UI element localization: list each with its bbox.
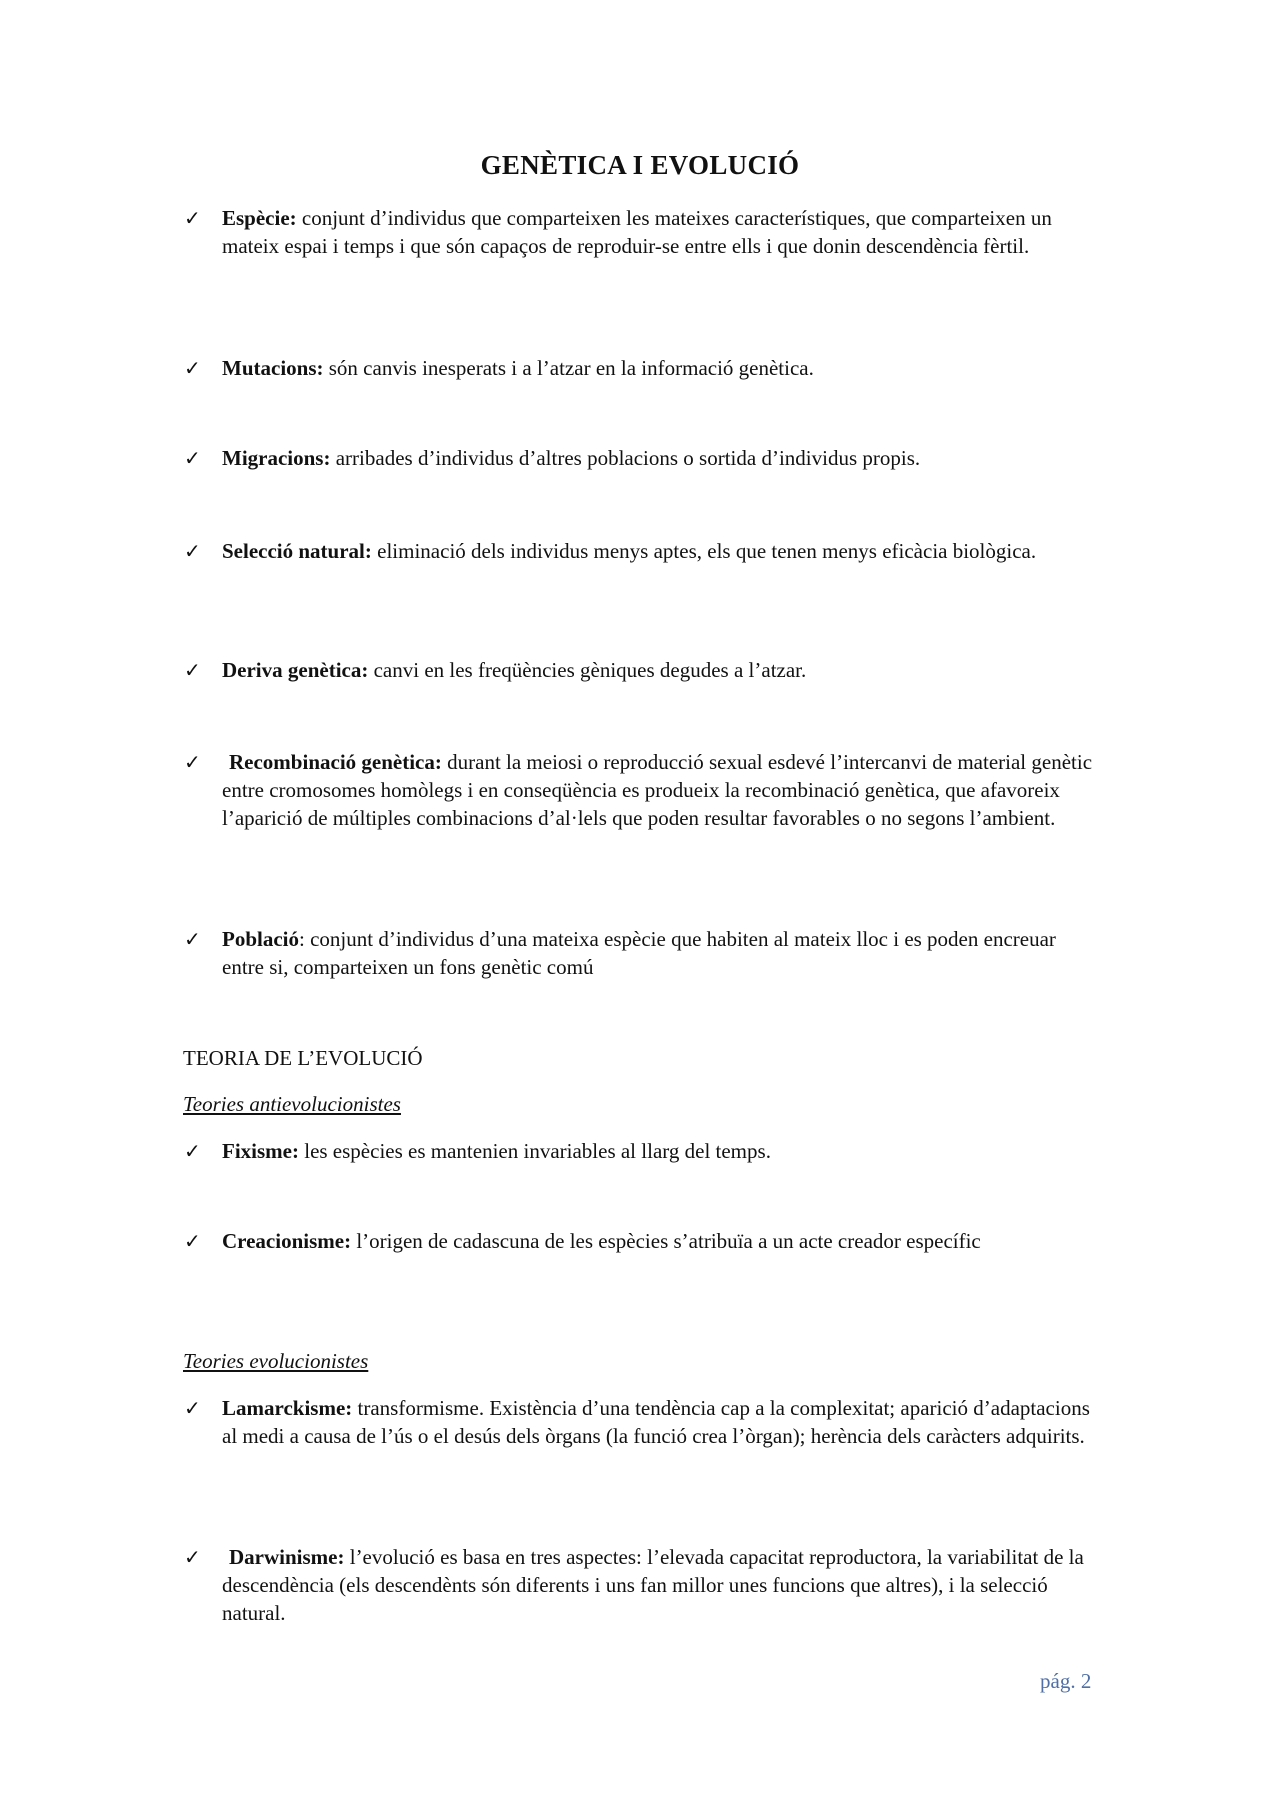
definition-poblacio xyxy=(184,925,1102,981)
term: Lamarckisme: xyxy=(222,1396,353,1420)
definition-migracions xyxy=(184,444,1102,472)
term: Selecció natural: xyxy=(222,539,372,563)
checkmark-icon: ✓ xyxy=(184,1545,201,1569)
definition-text: conjunt d’individus que comparteixen les mateixes característiques, que comparteixen un mateix espai i temps i que són capaços de reproduir-se entre ells i que donin descendència fèrtil. xyxy=(222,206,1052,258)
definition-text: durant la meiosi o reproducció sexual esdevé l’intercanvi de material genètic entre cromosomes homòlegs i en conseqüència es produeix la recombinació genètica, que afavoreix l’aparició de múltiples combinacions d’al·lels que poden resultar favorables o no segons l’ambient. xyxy=(222,750,1093,830)
checkmark-icon: ✓ xyxy=(184,750,201,774)
definition-text: les espècies es mantenien invariables al llarg del temps. xyxy=(298,1139,771,1163)
definition-fixisme xyxy=(184,1137,1102,1165)
term: Mutacions: xyxy=(222,356,324,380)
definition-seleccio-natural xyxy=(184,537,1102,565)
term: Població xyxy=(222,927,299,951)
term: Fixisme: xyxy=(222,1139,299,1163)
term: Espècie: xyxy=(222,206,297,230)
checkmark-icon: ✓ xyxy=(184,446,201,470)
definition-creacionisme xyxy=(184,1227,1102,1255)
page-title: GENÈTICA I EVOLUCIÓ xyxy=(480,150,800,180)
term: Recombinació genètica: xyxy=(229,750,442,774)
definition-text: eliminació dels individus menys aptes, els que tenen menys eficàcia biològica. xyxy=(371,539,1037,563)
term: Darwinisme: xyxy=(229,1545,345,1569)
checkmark-icon: ✓ xyxy=(184,927,201,951)
subheading-evolucionistes: Teories evolucionistes xyxy=(183,1349,369,1373)
definition-mutacions xyxy=(184,354,1102,382)
subheading-antievolucionistes: Teories antievolucionistes xyxy=(183,1092,401,1116)
definition-text: l’evolució es basa en tres aspectes: l’elevada capacitat reproductora, la variabilitat de la descendència (els descendènts són diferents i uns fan millor unes funcions que altres), i la selecció natural. xyxy=(222,1545,1084,1625)
definition-text: l’origen de cadascuna de les espècies s’atribuïa a un acte creador específic xyxy=(351,1229,981,1253)
checkmark-icon: ✓ xyxy=(184,658,201,682)
term: Migracions: xyxy=(222,446,331,470)
definition-darwinisme xyxy=(184,1543,1102,1627)
definition-text: transformisme. Existència d’una tendència cap a la complexitat; aparició d’adaptacions al medi a causa de l’ús o el desús dels òrgans (la funció crea l’òrgan); herència dels caràcters adquirits. xyxy=(222,1396,1090,1448)
definition-text: canvi en les freqüències gèniques degudes a l’atzar. xyxy=(368,658,807,682)
checkmark-icon: ✓ xyxy=(184,1139,201,1163)
definition-especie xyxy=(184,204,1102,260)
definition-deriva-genetica xyxy=(184,656,1102,684)
term: Creacionisme: xyxy=(222,1229,352,1253)
page-number: pág. 2 xyxy=(1040,1669,1092,1693)
term: Deriva genètica: xyxy=(222,658,369,682)
checkmark-icon: ✓ xyxy=(184,539,201,563)
checkmark-icon: ✓ xyxy=(184,356,201,380)
section-heading: TEORIA DE L’EVOLUCIÓ xyxy=(183,1046,423,1070)
checkmark-icon: ✓ xyxy=(184,206,201,230)
definition-text: : conjunt d’individus d’una mateixa espècie que habiten al mateix lloc i es poden encreuar entre si, comparteixen un fons genètic comú xyxy=(222,927,1056,979)
checkmark-icon: ✓ xyxy=(184,1396,201,1420)
checkmark-icon: ✓ xyxy=(184,1229,201,1253)
definition-text: arribades d’individus d’altres poblacions o sortida d’individus propis. xyxy=(330,446,921,470)
definition-text: són canvis inesperats i a l’atzar en la informació genètica. xyxy=(323,356,814,380)
definition-lamarckisme xyxy=(184,1394,1102,1450)
definition-recombinacio-genetica xyxy=(184,748,1102,832)
